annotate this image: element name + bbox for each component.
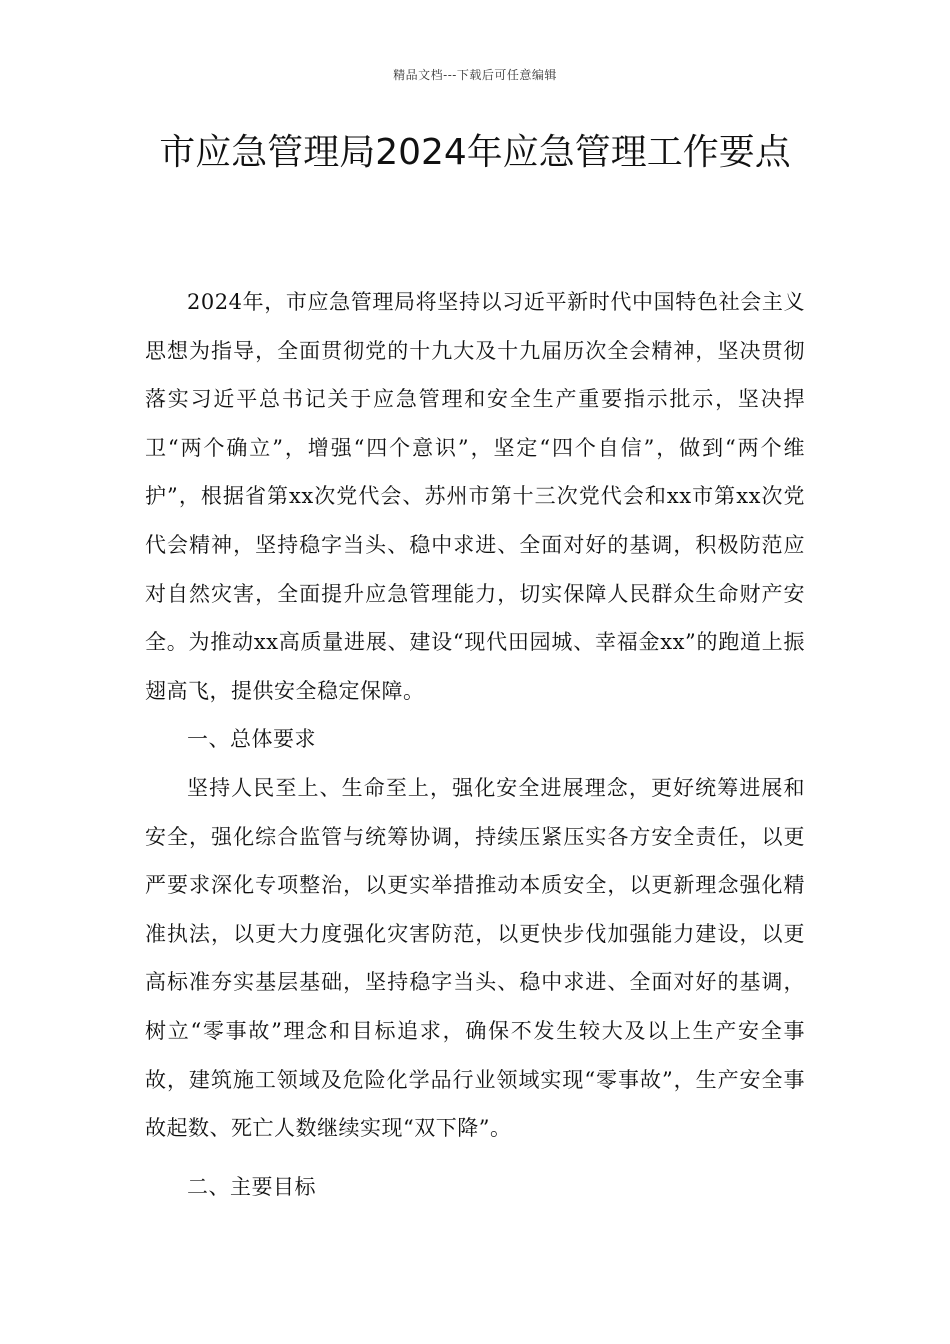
intro-paragraph: 2024年，市应急管理局将坚持以习近平新时代中国特色社会主义思想为指导，全面贯彻党的十九大及十九届历次全会精神，坚决贯彻落实习近平总书记关于应急管理和安全生产重要指示批示，坚决捍卫“两个确立”，增强“四个意识”，坚定“四个自信”，做到“两个维护”，根据省第xx次党代会、苏州市第十三次党代会和xx市第xx次党代会精神，坚持稳字当头、稳中求进、全面对好的基调，积极防范应对自然灾害，全面提升应急管理能力，切实保障人民群众生命财产安全。为推动xx高质量进展、建设“现代田园城、幸福金xx”的跑道上振翅高飞，提供安全稳定保障。 bbox=[145, 290, 805, 703]
document-body bbox=[145, 278, 805, 1211]
section-heading-main-goals: 二、主要目标 bbox=[187, 1174, 316, 1199]
general-requirements-paragraph: 坚持人民至上、生命至上，强化安全进展理念，更好统筹进展和安全，强化综合监管与统筹协调，持续压紧压实各方安全责任，以更严要求深化专项整治，以更实举措推动本质安全，以更新理念强化精准执法，以更大力度强化灾害防范，以更快步伐加强能力建设，以更高标准夯实基层基础，坚持稳字当头、稳中求进、全面对好的基调，树立“零事故”理念和目标追求，确保不发生较大及以上生产安全事故，建筑施工领域及危险化学品行业领域实现“零事故”，生产安全事故起数、死亡人数继续实现“双下降”。 bbox=[145, 775, 805, 1141]
section-heading-general-requirements: 一、总体要求 bbox=[187, 727, 316, 752]
document-title: 市应急管理局2024年应急管理工作要点 bbox=[159, 132, 791, 173]
page-header: 精品文档---下载后可任意编辑 bbox=[393, 68, 557, 82]
